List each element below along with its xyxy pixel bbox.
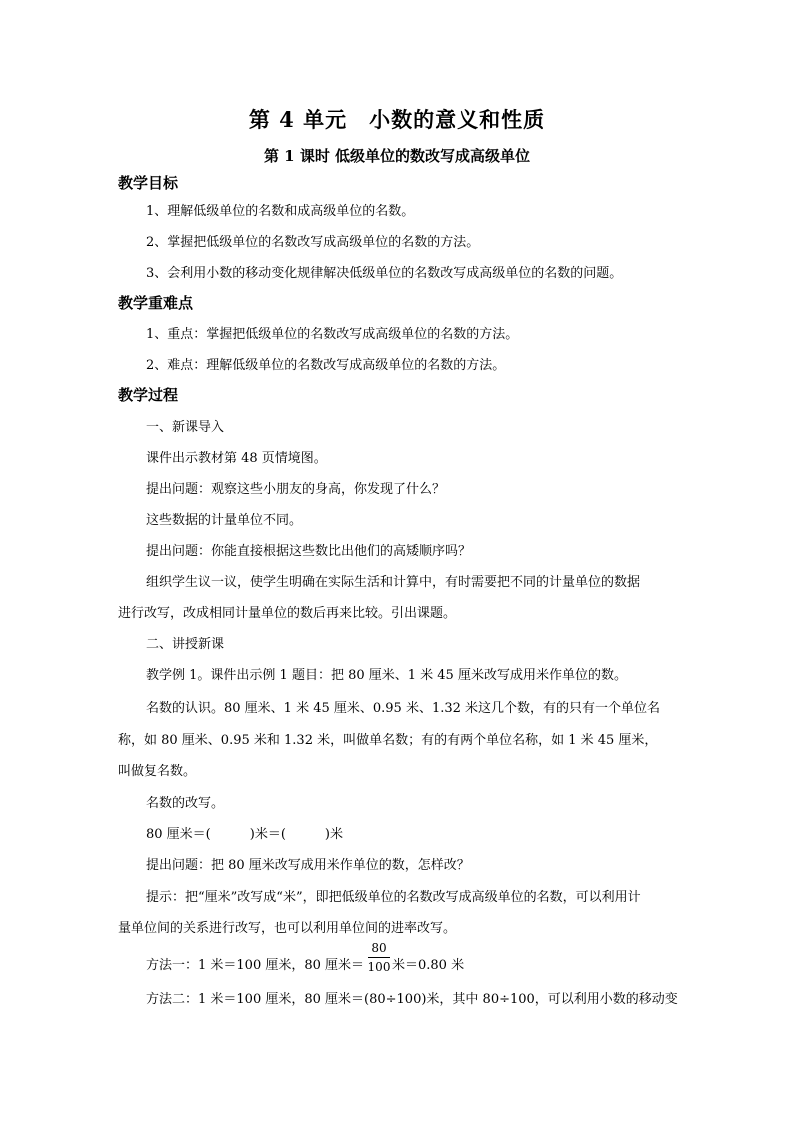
process-line: 教学例 1。课件出示例 1 题目：把 80 厘米、1 米 45 厘米改写成用米作单位的数。 (146, 668, 627, 683)
process-line: 进行改写，改成相同计量单位的数后再来比较。引出课题。 (118, 606, 457, 621)
goal-item: 3、会利用小数的移动变化规律解决低级单位的名数改写成高级单位的名数的问题。 (146, 266, 623, 281)
process-line: 二、讲授新课 (146, 637, 225, 652)
goal-item: 2、掌握把低级单位的名数改写成高级单位的名数的方法。 (146, 235, 480, 250)
keypoint-item: 1、重点：掌握把低级单位的名数改写成高级单位的名数的方法。 (146, 327, 519, 342)
keypoint-item: 2、难点：理解低级单位的名数改写成高级单位的名数的方法。 (146, 358, 506, 373)
process-line-method-one-rest: 米＝0.80 米 (392, 958, 465, 973)
page-subtitle: 第 1 课时 低级单位的数改写成高级单位 (263, 147, 531, 165)
goal-item: 1、理解低级单位的名数和成高级单位的名数。 (146, 204, 415, 219)
process-line: 提出问题：把 80 厘米改写成用米作单位的数，怎样改？ (146, 858, 470, 873)
process-line: 组织学生议一议，使学生明确在实际生活和计算中，有时需要把不同的计量单位的数据 (146, 575, 641, 590)
process-line: 称，如 80 厘米、0.95 米和 1.32 米，叫做单名数；有的有两个单位名称，如 1 米 45 厘米， (118, 733, 658, 748)
process-line: 名数的认识。80 厘米、1 米 45 厘米、0.95 米、1.32 米这几个数，有的只有一个单位名 (146, 701, 661, 716)
process-line: 提出问题：你能直接根据这些数比出他们的高矮顺序吗？ (146, 544, 472, 559)
fraction-denominator: 100 (367, 960, 391, 974)
process-line: 名数的改写。 (146, 796, 225, 811)
section-heading-goals: 教学目标 (118, 174, 179, 192)
process-line-method-one: 方法一：1 米＝100 厘米，80 厘米＝ (146, 958, 365, 973)
process-line: 课件出示教材第 48 页情境图。 (146, 451, 327, 466)
process-line: 一、新课导入 (146, 420, 225, 435)
process-line: 叫做复名数。 (118, 764, 197, 779)
fraction-numerator: 80 (371, 941, 387, 955)
process-line: 这些数据的计量单位不同。 (146, 513, 303, 528)
process-line: 80 厘米＝( )米＝( )米 (146, 827, 343, 842)
fraction-bar (368, 957, 390, 958)
process-line: 提出问题：观察这些小朋友的身高，你发现了什么？ (146, 482, 446, 497)
process-line: 量单位间的关系进行改写，也可以利用单位间的进率改写。 (118, 921, 457, 936)
process-line: 方法二：1 米＝100 厘米，80 厘米＝(80÷100)米，其中 80÷100，可以利用小数的移动变 (146, 992, 678, 1007)
section-heading-process: 教学过程 (118, 386, 179, 404)
section-heading-keypoints: 教学重难点 (118, 294, 194, 312)
process-line: 提示：把“厘米”改写成“米”，即把低级单位的名数改写成高级单位的名数，可以利用计 (146, 890, 641, 905)
page-title: 第 4 单元 小数的意义和性质 (248, 107, 546, 132)
